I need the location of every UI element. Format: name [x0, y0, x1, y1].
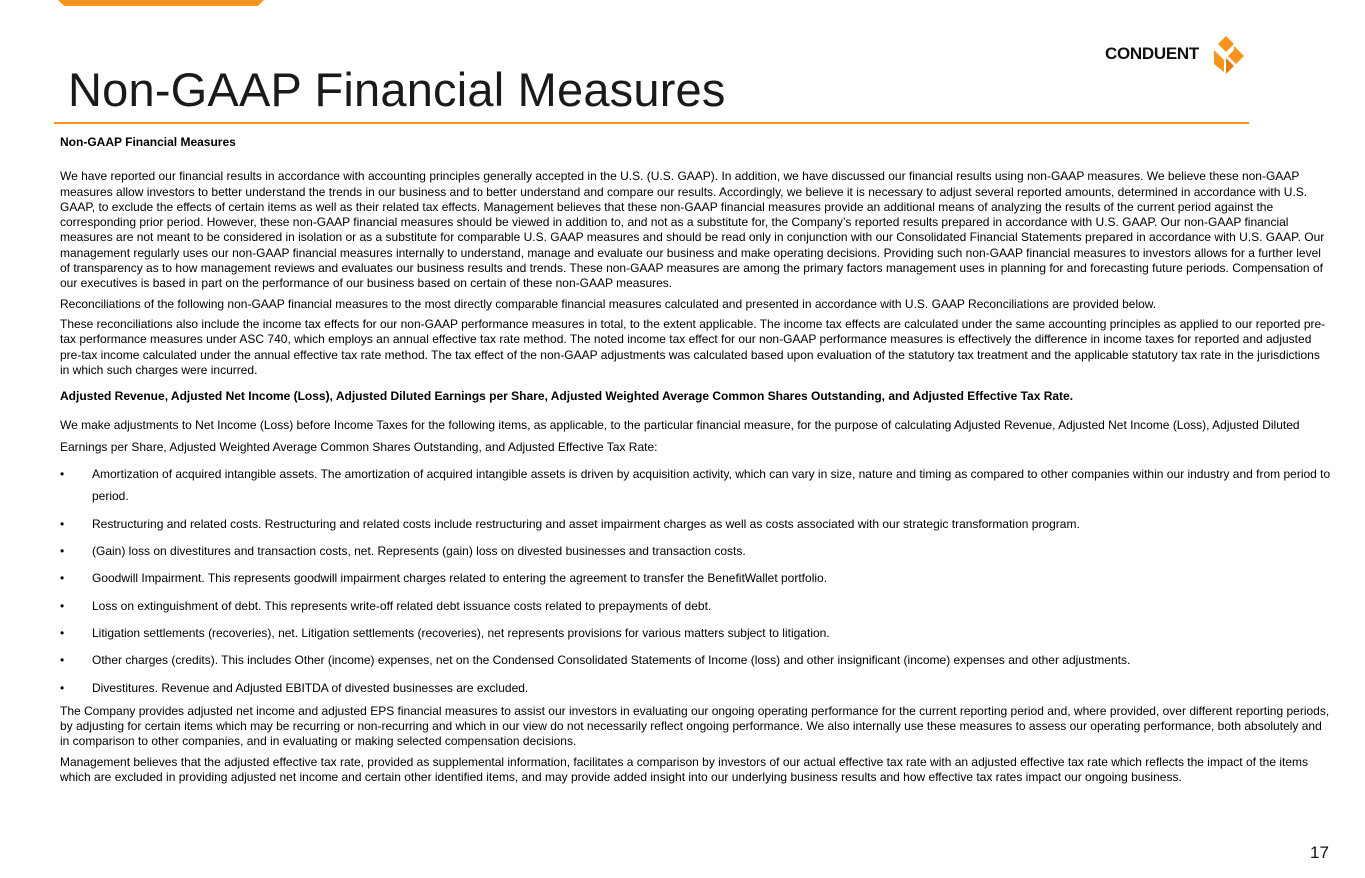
title-underline — [54, 122, 1249, 124]
adjustments-list — [60, 463, 1332, 698]
bullet-marker: • — [60, 625, 65, 640]
paragraph-effective-tax-rate: Management believes that the adjusted effective tax rate, provided as supplemental information, facilitates a comparison by investors of our actual effective tax rate with an adjusted effective tax rate which reflects the impact of the items which are excluded in providing adjusted net income and certain other identified items, and may provide added insight into our underlying business results and how effective tax rates impact our ongoing business. — [60, 754, 1308, 785]
bullet-marker: • — [60, 516, 65, 531]
paragraph-gaap-overview: We have reported our financial results in accordance with accounting principles generally accepted in the U.S. (U.S. GAAP). In addition, we have discussed our financial results using non-GAAP measures. We believe these non-GAAP measures allow investors to better understand the trends in our business and to better understand and compare our results. Accordingly, we believe it is necessary to adjust several reported amounts, determined in accordance with U.S. GAAP, to exclude the effects of certain items as well as their related tax effects. Management believes that these non-GAAP financial measures provide an additional means of analyzing the results of the current period against the corresponding prior period. However, these non-GAAP financial measures should be viewed in addition to, and not as a substitute for, the Company’s reported results prepared in accordance with U.S. GAAP. Our non-GAAP financial measures are not meant to be considered in isolation or as a substitute for comparable U.S. GAAP measures and should be read only in conjunction with our Consolidated Financial Statements prepared in accordance with U.S. GAAP. Our management regularly uses our non-GAAP financial measures internally to understand, manage and evaluate our business and make operating decisions. Providing such non-GAAP financial measures to investors allows for a further level of transparency as to how management reviews and evaluates our business results and trends. These non-GAAP measures are among the primary factors management uses in planning for and forecasting future periods. Compensation of our executives is based in part on the performance of our business based on certain of these non-GAAP measures. — [60, 169, 1325, 291]
list-item-text: Other charges (credits). This includes Other (income) expenses, net on the Condensed Consolidated Statements of Income (loss) and other insignificant (income) expenses and other adjustments. — [92, 653, 1131, 668]
list-item-text: Goodwill Impairment. This represents goodwill impairment charges related to entering the agreement to transfer the BenefitWallet portfolio. — [92, 571, 828, 586]
conduent-mark-icon — [1206, 34, 1246, 74]
list-item — [60, 513, 1332, 535]
section-heading: Non-GAAP Financial Measures — [60, 135, 236, 149]
list-item — [60, 595, 1332, 617]
page-title: Non-GAAP Financial Measures — [68, 63, 726, 116]
bullet-marker: • — [60, 571, 65, 586]
adjustments-intro: We make adjustments to Net Income (Loss) before Income Taxes for the following items, as applicable, to the particular financial measure, for the purpose of calculating Adjusted Revenue, Adjusted Net Income (Loss), Adjusted Diluted Earnings per Share, Adjusted Weighted Average Common Shares Outstanding, and Adjusted Effective Tax Rate: — [60, 418, 1300, 455]
list-item-text: Divestitures. Revenue and Adjusted EBITDA of divested businesses are excluded. — [92, 680, 529, 695]
company-logo — [1105, 34, 1246, 74]
list-item — [60, 463, 1332, 507]
logo-wordmark: CONDUENT — [1105, 44, 1199, 63]
list-item-text: Restructuring and related costs. Restructuring and related costs include restructuring and asset impairment charges as well as costs associated with our strategic transformation program. — [92, 516, 1080, 531]
paragraph-reconciliations: Reconciliations of the following non-GAAP financial measures to the most directly comparable financial measures calculated and presented in accordance with U.S. GAAP Reconciliations are provided below. — [60, 296, 1157, 311]
bullet-marker: • — [60, 680, 65, 695]
page-number: 17 — [1310, 843, 1329, 862]
body-content — [60, 135, 1332, 785]
list-item — [60, 677, 1332, 699]
bullet-marker: • — [60, 598, 65, 613]
paragraph-tax-effects: These reconciliations also include the income tax effects for our non-GAAP performance measures in total, to the extent applicable. The income tax effects are calculated under the same accounting principles as applied to our reported pre-tax performance measures under ASC 740, which employs an annual effective tax rate method. The noted income tax effect for our non-GAAP performance measures is effectively the difference in income taxes for reported and adjusted pre-tax income calculated under the annual effective tax rate method. The tax effect of the non-GAAP adjustments was calculated based upon evaluation of the statutory tax treatment and the applicable statutory tax rate in the jurisdictions in which such charges were incurred. — [60, 316, 1326, 377]
bullet-marker: • — [60, 653, 65, 668]
bullet-marker: • — [60, 544, 65, 559]
list-item-text: Litigation settlements (recoveries), net. Litigation settlements (recoveries), net represents provisions for various matters subject to litigation. — [92, 625, 830, 640]
list-item-text: (Gain) loss on divestitures and transaction costs, net. Represents (gain) loss on divested businesses and transaction costs. — [92, 544, 746, 559]
list-item — [60, 567, 1332, 589]
adjusted-measures-heading: Adjusted Revenue, Adjusted Net Income (Loss), Adjusted Diluted Earnings per Share, Adjusted Weighted Average Common Shares Outstanding, and Adjusted Effective Tax Rate. — [60, 389, 1074, 404]
bullet-marker: • — [60, 467, 65, 482]
list-item-text: Amortization of acquired intangible assets. The amortization of acquired intangible assets is driven by acquisition activity, which can vary in size, nature and timing as compared to other companies within our industry and from period to period. — [92, 467, 1331, 504]
paragraph-adjusted-eps: The Company provides adjusted net income and adjusted EPS financial measures to assist our investors in evaluating our ongoing operating performance for the current reporting period and, where provided, over different reporting periods, by adjusting for certain items which may be recurring or non-recurring and which in our view do not necessarily reflect ongoing performance. We also internally use these measures to assess our operating performance, both absolutely and in comparison to other companies, and in evaluating or making selected compensation decisions. — [60, 703, 1330, 749]
list-item — [60, 540, 1332, 562]
list-item-text: Loss on extinguishment of debt. This represents write-off related debt issuance costs related to prepayments of debt. — [92, 598, 712, 613]
top-accent-bar — [58, 0, 264, 6]
list-item — [60, 649, 1332, 671]
list-item — [60, 622, 1332, 644]
